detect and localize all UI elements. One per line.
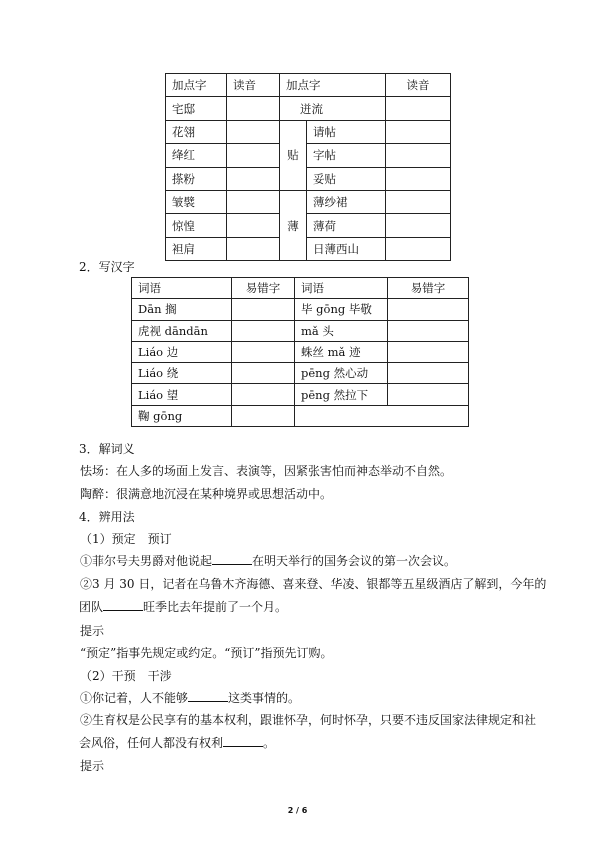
sentence-text: 团队 — [79, 600, 104, 614]
word-cell: pēng 然心动 — [295, 363, 388, 384]
answer-cell — [227, 167, 280, 190]
hint-label: 提示 — [80, 759, 105, 773]
word-cell: Dān 搁 — [132, 299, 232, 320]
answer-cell — [386, 97, 451, 120]
exercise-sentence — [80, 552, 456, 569]
header-cell: 加点字 — [166, 74, 227, 97]
sentence-text: 旺季比去年提前了一个月。 — [143, 600, 288, 614]
section-title: 4．辨用法 — [79, 510, 135, 524]
word-cell: Liáo 边 — [132, 341, 232, 362]
pronunciation-table — [165, 73, 451, 261]
fill-blank[interactable] — [188, 691, 228, 702]
answer-cell — [386, 167, 451, 190]
answer-cell — [232, 341, 295, 362]
answer-cell — [386, 214, 451, 237]
answer-cell — [232, 384, 295, 405]
definition-line: 怯场：在人多的场面上发言、表演等，因紧张害怕而神态举动不自然。 — [80, 464, 453, 478]
exercise-sentence — [79, 598, 287, 615]
word-cell: 请帖 — [307, 120, 386, 143]
sentence-text: 在明天举行的国务会议的第一次会议。 — [252, 554, 457, 568]
word-cell: 搽粉 — [166, 167, 227, 190]
hint-label: 提示 — [80, 624, 105, 638]
word-cell: Liáo 绕 — [132, 363, 232, 384]
word-cell: 字帖 — [307, 144, 386, 167]
answer-cell — [386, 144, 451, 167]
subsection-title: （2）干预 干涉 — [80, 669, 172, 683]
word-cell: 花翎 — [166, 120, 227, 143]
fill-blank[interactable] — [212, 554, 252, 565]
answer-cell — [227, 120, 280, 143]
answer-cell — [386, 190, 451, 213]
page-number: 2 / 6 — [287, 806, 308, 815]
answer-cell — [388, 320, 469, 341]
word-cell: 妥贴 — [307, 167, 386, 190]
exercise-sentence: ②生育权是公民享有的基本权利，跟谁怀孕，何时怀孕，只要不违反国家法律规定和社 — [80, 713, 537, 727]
fill-blank[interactable] — [103, 600, 143, 611]
word-cell: 惊惶 — [166, 214, 227, 237]
empty-cell — [295, 405, 469, 426]
answer-cell — [232, 405, 295, 426]
fill-blank[interactable] — [223, 736, 263, 747]
exercise-sentence — [79, 734, 275, 751]
header-cell: 词语 — [295, 278, 388, 299]
header-cell: 读音 — [227, 74, 280, 97]
word-cell: 薄荷 — [307, 214, 386, 237]
word-cell: 薄纱裙 — [307, 190, 386, 213]
answer-cell — [232, 363, 295, 384]
subsection-title: （1）预定 预订 — [80, 532, 172, 546]
definition-line: 陶醉：很满意地沉浸在某种境界或思想活动中。 — [80, 487, 333, 501]
section-title: 3．解词义 — [79, 442, 135, 456]
answer-cell — [232, 320, 295, 341]
answer-cell — [227, 97, 280, 120]
word-cell: mǎ 头 — [295, 320, 388, 341]
exercise-sentence — [80, 689, 300, 706]
sentence-text: 。 — [263, 736, 276, 750]
answer-cell — [386, 237, 451, 260]
word-cell: 蛛丝 mǎ 迹 — [295, 341, 388, 362]
section-title: 2．写汉字 — [79, 260, 135, 274]
sentence-text: 这类事情的。 — [228, 691, 301, 705]
answer-cell — [232, 299, 295, 320]
header-cell: 读音 — [386, 74, 451, 97]
word-cell: pēng 然拉下 — [295, 384, 388, 405]
answer-cell — [388, 384, 469, 405]
word-cell: 鞠 gōng — [132, 405, 232, 426]
header-cell: 易错字 — [388, 278, 469, 299]
exercise-sentence: ②3 月 30 日，记者在乌鲁木齐海德、喜来登、华凌、银都等五星级酒店了解到，今年的 — [80, 577, 547, 591]
answer-cell — [388, 299, 469, 320]
answer-cell — [227, 190, 280, 213]
word-cell: Liáo 望 — [132, 384, 232, 405]
answer-cell — [388, 363, 469, 384]
answer-cell — [386, 120, 451, 143]
answer-cell — [227, 214, 280, 237]
word-cell: 宅邸 — [166, 97, 227, 120]
hanzi-table — [131, 277, 469, 427]
group-char-cell: 贴 — [280, 120, 307, 190]
group-char-cell: 薄 — [280, 190, 307, 260]
word-cell: 虎视 dāndān — [132, 320, 232, 341]
hint-text: “预定”指事先规定或约定。“预订”指预先订购。 — [80, 646, 333, 660]
word-cell: 毕 gōng 毕敬 — [295, 299, 388, 320]
sentence-text: ①菲尔号夫男爵对他说起 — [80, 554, 213, 568]
answer-cell — [227, 144, 280, 167]
word-cell: 迸流 — [280, 97, 386, 120]
sentence-text: ①你记着，人不能够 — [80, 691, 189, 705]
word-cell: 日薄西山 — [307, 237, 386, 260]
answer-cell — [227, 237, 280, 260]
header-cell: 加点字 — [280, 74, 386, 97]
word-cell: 皱襞 — [166, 190, 227, 213]
word-cell: 绛红 — [166, 144, 227, 167]
answer-cell — [388, 341, 469, 362]
word-cell: 袒肩 — [166, 237, 227, 260]
header-cell: 词语 — [132, 278, 232, 299]
header-cell: 易错字 — [232, 278, 295, 299]
sentence-text: 会风俗，任何人都没有权利 — [79, 736, 224, 750]
